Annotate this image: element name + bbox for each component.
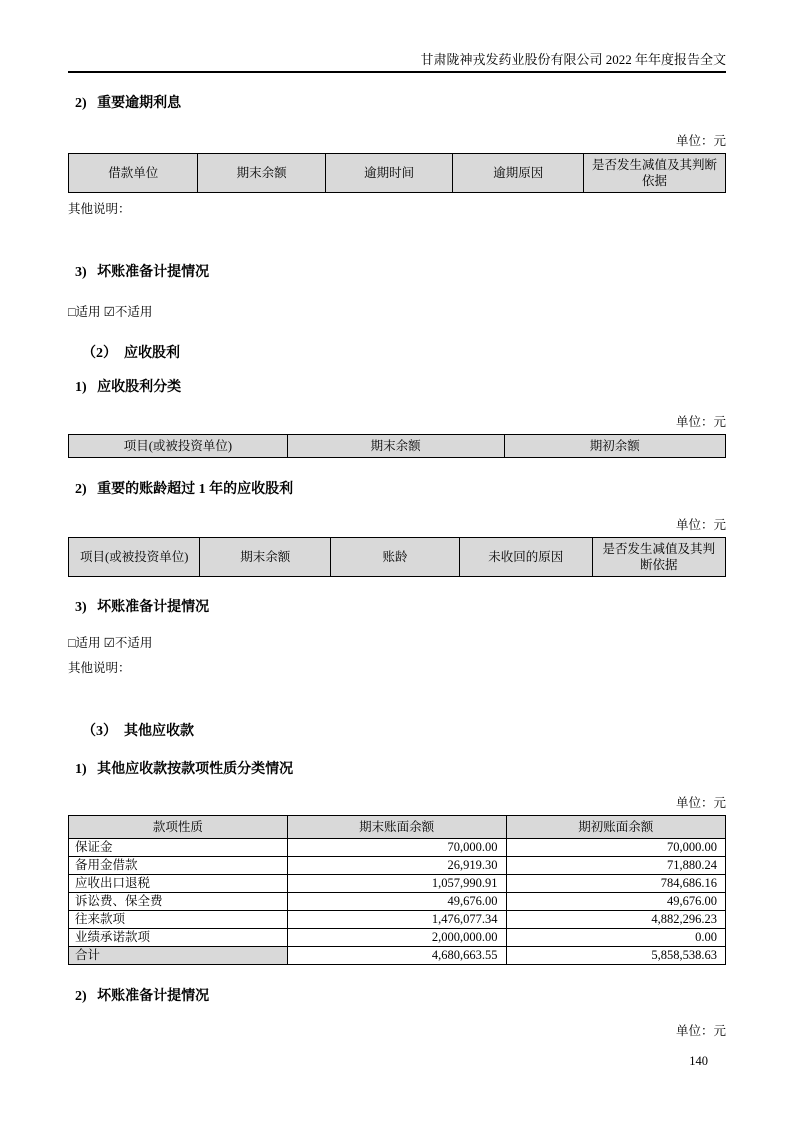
other-notes-label: 其他说明：	[68, 202, 131, 216]
table-row	[69, 911, 726, 929]
heading-dividend-over-1y: 2) 重要的账龄超过 1 年的应收股利	[75, 482, 294, 497]
table-row	[69, 875, 726, 893]
table-row	[69, 857, 726, 875]
table-row	[69, 839, 726, 857]
column-header: 逾期时间	[325, 154, 452, 193]
table-cell: 应收出口退税	[69, 875, 288, 893]
heading-dividends-receivable: （2） 应收股利	[82, 346, 180, 361]
table-cell: 0.00	[506, 929, 725, 947]
table-cell: 1,057,990.91	[287, 875, 506, 893]
column-header: 期末余额	[198, 154, 325, 193]
table-cell: 往来款项	[69, 911, 288, 929]
other-receivables-table	[68, 815, 726, 965]
table-row	[69, 929, 726, 947]
table-header-row	[69, 816, 726, 839]
table-cell: 49,676.00	[506, 893, 725, 911]
page-number: 140	[689, 1054, 708, 1068]
column-header: 未收回的原因	[459, 538, 592, 577]
table-cell: 70,000.00	[506, 839, 725, 857]
table-cell: 26,919.30	[287, 857, 506, 875]
table-cell: 1,476,077.34	[287, 911, 506, 929]
table-cell: 5,858,538.63	[506, 947, 725, 965]
column-header: 项目(或被投资单位)	[69, 435, 288, 458]
table-cell: 70,000.00	[287, 839, 506, 857]
column-header: 款项性质	[69, 816, 288, 839]
other-notes-label: 其他说明：	[68, 661, 131, 675]
column-header: 逾期原因	[453, 154, 584, 193]
table-header-row	[69, 154, 726, 193]
column-header: 期初余额	[504, 435, 725, 458]
applicable-checkbox-line: □适用 ☑不适用	[68, 305, 153, 319]
table-cell: 合计	[69, 947, 288, 965]
unit-label: 单位：元	[675, 415, 726, 429]
column-header: 是否发生减值及其判断依据	[584, 154, 726, 193]
unit-label: 单位：元	[675, 796, 726, 810]
unit-label: 单位：元	[675, 518, 726, 532]
unit-label: 单位：元	[675, 134, 726, 148]
table-cell: 业绩承诺款项	[69, 929, 288, 947]
dividend-classification-table	[68, 434, 726, 458]
heading-other-receivables: （3） 其他应收款	[82, 724, 194, 739]
column-header: 期末余额	[287, 435, 504, 458]
column-header: 账龄	[331, 538, 460, 577]
table-header-row	[69, 435, 726, 458]
table-cell: 2,000,000.00	[287, 929, 506, 947]
heading-or-nature-classification: 1) 其他应收款按款项性质分类情况	[75, 762, 294, 777]
column-header: 借款单位	[69, 154, 198, 193]
table-cell: 49,676.00	[287, 893, 506, 911]
heading-overdue-interest: 2) 重要逾期利息	[75, 96, 182, 111]
table-cell: 备用金借款	[69, 857, 288, 875]
heading-bad-debt-provision-3: 2) 坏账准备计提情况	[75, 989, 210, 1004]
table-cell: 4,680,663.55	[287, 947, 506, 965]
column-header: 项目(或被投资单位)	[69, 538, 200, 577]
applicable-checkbox-line: □适用 ☑不适用	[68, 636, 153, 650]
column-header: 期末余额	[200, 538, 331, 577]
column-header: 期初账面余额	[506, 816, 725, 839]
table-header-row	[69, 538, 726, 577]
table-total-row	[69, 947, 726, 965]
heading-bad-debt-provision-1: 3) 坏账准备计提情况	[75, 265, 210, 280]
table-cell: 诉讼费、保全费	[69, 893, 288, 911]
column-header: 期末账面余额	[287, 816, 506, 839]
report-header-title: 甘肃陇神戎发药业股份有限公司 2022 年年度报告全文	[68, 0, 726, 73]
column-header: 是否发生减值及其判断依据	[592, 538, 725, 577]
dividend-over-1y-table	[68, 537, 726, 577]
table-cell: 71,880.24	[506, 857, 725, 875]
table-row	[69, 893, 726, 911]
unit-label: 单位：元	[675, 1024, 726, 1038]
heading-bad-debt-provision-2: 3) 坏账准备计提情况	[75, 600, 210, 615]
table-cell: 784,686.16	[506, 875, 725, 893]
table-cell: 4,882,296.23	[506, 911, 725, 929]
overdue-interest-table	[68, 153, 726, 193]
heading-dividend-classification: 1) 应收股利分类	[75, 380, 182, 395]
table-cell: 保证金	[69, 839, 288, 857]
